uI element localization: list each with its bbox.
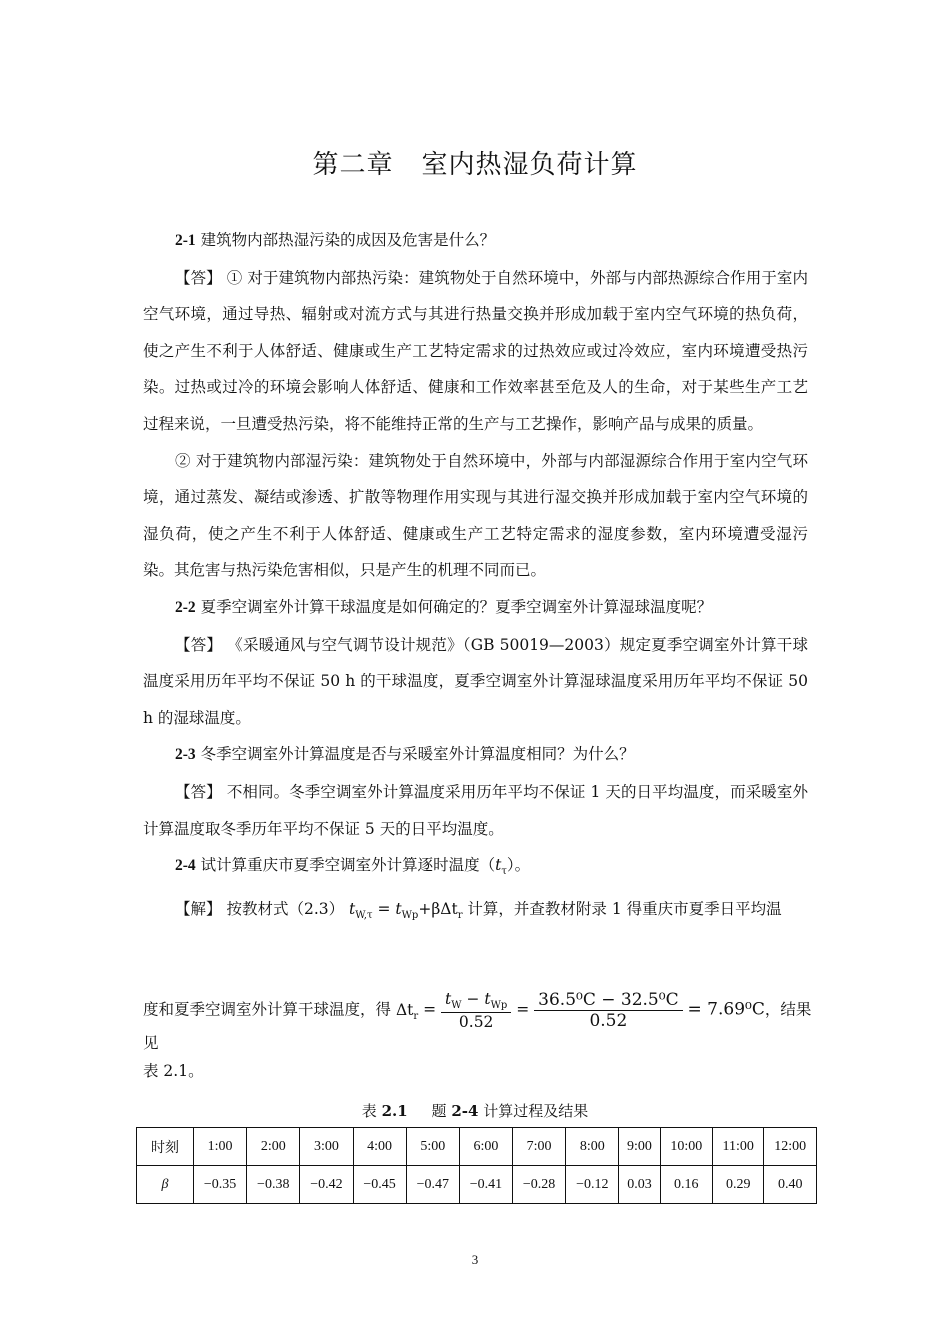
time-cell: 10:00: [660, 1128, 712, 1166]
row-label: β: [137, 1166, 194, 1204]
result-value: = 7.69⁰C: [687, 999, 765, 1020]
question-2-2: 2-2 夏季空调室外计算干球温度是如何确定的？夏季空调室外计算湿球温度呢？: [175, 597, 713, 616]
table-caption: 表 2.1 题 2-4 计算过程及结果: [361, 1102, 589, 1120]
beta-cell: −0.28: [513, 1166, 566, 1204]
fraction-symbolic: $\frac{t_W - t_{Wp}}{0.52}$: [441, 990, 511, 1030]
time-cell: 5:00: [406, 1128, 459, 1166]
time-cell: 3:00: [300, 1128, 353, 1166]
question-2-3: 2-3 冬季空调室外计算温度是否与采暖室外计算温度相同？为什么？: [175, 745, 635, 764]
answer-2-4-line2: 度和夏季空调室外计算干球温度，得 $\Delta t_r$ = $\frac{t_W - t_{Wp}}{0.52}$ = $\frac{\text{36.5⁰C − 32.5⁰C}}{0.52}$ = 7.69⁰C，结果见: [143, 990, 812, 1052]
time-cell: 7:00: [513, 1128, 566, 1166]
time-cell: 4:00: [353, 1128, 406, 1166]
beta-cell: −0.12: [566, 1166, 619, 1204]
fraction-numeric: $\frac{\text{36.5⁰C − 32.5⁰C}}{0.52}$: [534, 990, 682, 1031]
beta-cell: −0.41: [459, 1166, 512, 1204]
answer-2-3: 【答】 不相同。冬季空调室外计算温度采用历年平均不保证 1 天的日平均温度，而采暖室外计算温度取冬季历年平均不保证 5 天的日平均温度。: [143, 782, 808, 838]
chapter-title: [0, 144, 950, 181]
beta-cell: 0.40: [764, 1166, 817, 1204]
time-cell: 12:00: [764, 1128, 817, 1166]
chapter-name: 室内热湿负荷计算: [421, 150, 638, 180]
body-text: [143, 222, 808, 934]
results-table: [136, 1127, 817, 1204]
beta-cell: −0.42: [300, 1166, 353, 1204]
answer-2-4-line1: 【解】 按教材式（2.3） $t_{W,\tau} = t_{Wp}+\beta\Delta t_r$ 计算，并查教材附录 1 得重庆市夏季日平均温: [175, 899, 782, 921]
header-label: 时刻: [137, 1128, 194, 1166]
time-cell: 9:00: [619, 1128, 660, 1166]
answer-2-1-part1: 【答】 ① 对于建筑物内部热污染：建筑物处于自然环境中，外部与内部热源综合作用于室内空气环境，通过导热、辐射或对流方式与其进行热量交换并形成加载于室内空气环境的热负荷，使之产生不利于人体舒适、健康或生产工艺特定需求的过热效应或过冷效应，室内环境遭受热污染。过热或过冷的环境会影响人体舒适、健康和工作效率甚至危及人的生命，对于某些生产工艺过程来说，一旦遭受热污染，将不能维持正常的生产与工艺操作，影响产品与成果的质量。: [143, 268, 808, 433]
beta-cell: −0.45: [353, 1166, 406, 1204]
chapter-number: 第二章: [312, 150, 394, 180]
question-2-1: 2-1 建筑物内部热湿污染的成因及危害是什么？: [175, 231, 496, 249]
beta-cell: −0.35: [194, 1166, 247, 1204]
time-cell: 1:00: [194, 1128, 247, 1166]
delta-tr: $\Delta t_r$: [395, 1000, 419, 1022]
answer-2-4-line3: 表 2.1。: [143, 1062, 204, 1080]
table-header-row: [137, 1128, 817, 1166]
beta-cell: 0.29: [712, 1166, 764, 1204]
answer-2-2: 【答】 《采暖通风与空气调节设计规范》（GB 50019—2003）规定夏季空调室外计算干球温度采用历年平均不保证 50 h 的干球温度，夏季空调室外计算湿球温度采用历年平均不保证 50 h 的湿球温度。: [143, 635, 808, 727]
beta-cell: −0.47: [406, 1166, 459, 1204]
answer-2-1-part2: ② 对于建筑物内部湿污染：建筑物处于自然环境中，外部与内部湿源综合作用于室内空气环境，通过蒸发、凝结或渗透、扩散等物理作用实现与其进行湿交换并形成加载于室内空气环境的湿负荷，使之产生不利于人体舒适、健康或生产工艺特定需求的湿度参数，室内环境遭受湿污染。其危害与热污染危害相似，只是产生的机理不同而已。: [143, 451, 808, 580]
question-2-4: 2-4 试计算重庆市夏季空调室外计算逐时温度$(t_\tau)$。: [175, 856, 531, 878]
formula-2-3: $t_{W,\tau} = t_{Wp}+\beta\Delta t_r$: [349, 899, 463, 921]
time-cell: 2:00: [247, 1128, 300, 1166]
time-cell: 6:00: [459, 1128, 512, 1166]
time-cell: 8:00: [566, 1128, 619, 1166]
beta-cell: 0.03: [619, 1166, 660, 1204]
table-row: [137, 1166, 817, 1204]
time-cell: 11:00: [712, 1128, 764, 1166]
beta-cell: 0.16: [660, 1166, 712, 1204]
beta-cell: −0.38: [247, 1166, 300, 1204]
page-number: 3: [471, 1252, 479, 1267]
